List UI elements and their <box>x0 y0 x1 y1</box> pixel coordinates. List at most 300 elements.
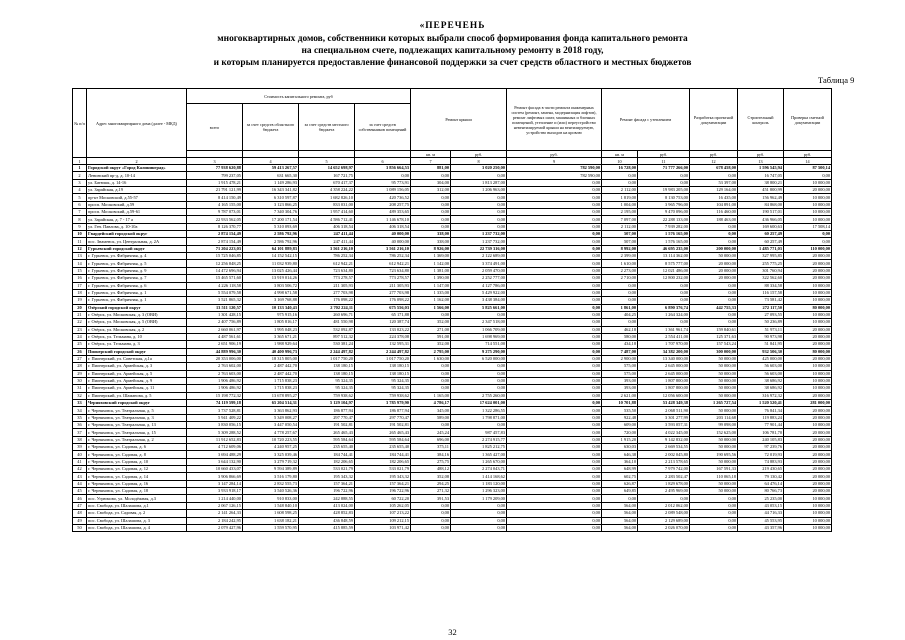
table-number: Таблица 9 <box>818 75 855 85</box>
cell-loc: 4 586 712,41 <box>299 216 355 223</box>
cell-frub: 0,00 <box>638 319 690 326</box>
cell-rsq: 696,00 <box>411 436 451 443</box>
cell-reg: 910 833,00 <box>243 495 299 502</box>
cell-addr: пос. Свобода, ул. Шалашова, д. 4 <box>87 524 187 531</box>
column-number: 4 <box>243 158 299 165</box>
cell-ec: 17 508,14 <box>784 223 832 230</box>
cell-eng: 0,00 <box>507 304 602 311</box>
cell-addr: г. Гурьевск, ул. Фабричная, д. 5 <box>87 260 187 267</box>
cell-sc: 64 476,14 <box>738 480 784 487</box>
cell-frub: 2 068 511,90 <box>638 407 690 414</box>
header-cost-total: всего <box>187 104 243 151</box>
cell-rsq: 391,53 <box>411 495 451 502</box>
cell-own: 2 244 497,82 <box>355 348 411 355</box>
cell-addr: просп. Московский, д.59-61 <box>87 209 187 216</box>
cell-pd: 167 591,33 <box>690 466 738 473</box>
cell-fsq: 364,10 <box>602 458 638 465</box>
cell-ec: 87 500,14 <box>784 165 832 172</box>
header-estimate-check: Проверка сметной документации <box>784 89 832 151</box>
cell-fsq: 8 992,00 <box>602 245 638 252</box>
cell-ec: 20 000,00 <box>784 466 832 473</box>
cell-pd: 50 000,00 <box>690 458 738 465</box>
cell-addr: г. Гурьевск, ул. Фабричная, д. 1 <box>87 289 187 296</box>
cell-eng: 0,00 <box>507 510 602 517</box>
cell-rrub: 0,00 <box>451 377 507 384</box>
cell-eng: 0,00 <box>507 407 602 414</box>
column-number: 8 <box>451 158 507 165</box>
cell-reg: 1 715 838,23 <box>243 377 299 384</box>
cell-reg: 2 487 442,70 <box>243 363 299 370</box>
cell-pd: 0,00 <box>690 238 738 245</box>
column-number: 6 <box>355 158 411 165</box>
cell-n: 8 <box>73 216 87 223</box>
table-row <box>73 165 832 172</box>
table-row <box>73 187 832 194</box>
cell-addr: Гвардейский городской округ <box>87 231 187 238</box>
cell-loc: 5 129 104,97 <box>299 400 355 407</box>
cell-sc: 43 053,15 <box>738 502 784 509</box>
cell-eng: 0,00 <box>507 282 602 289</box>
cell-sc: 25 235,00 <box>738 495 784 502</box>
cell-frub: 6 890 376,74 <box>638 304 690 311</box>
cell-ec: 20 000,00 <box>784 326 832 333</box>
cell-sc: 76 841,34 <box>738 407 784 414</box>
cell-ec: 20 000,00 <box>784 458 832 465</box>
table-row <box>73 275 832 282</box>
cell-loc: 428 852,83 <box>299 510 355 517</box>
cell-loc: 481 550,98 <box>299 319 355 326</box>
cell-reg: 4 778 257,67 <box>243 429 299 436</box>
cell-total: 2 874 154,49 <box>187 231 243 238</box>
cell-loc: 95 324,35 <box>299 385 355 392</box>
table-row <box>73 473 832 480</box>
cell-addr: Ленинский пр-д, д. 10-14 <box>87 172 187 179</box>
cell-pd: 104 891,00 <box>690 201 738 208</box>
cell-pd: 50 000,00 <box>690 253 738 260</box>
cell-n: 22 <box>73 319 87 326</box>
cell-frub: 9 470 096,00 <box>638 209 690 216</box>
cell-n: 12 <box>73 245 87 252</box>
table-row <box>73 377 832 384</box>
cell-eng: 0,00 <box>507 370 602 377</box>
table-row <box>73 429 832 436</box>
cell-addr: г. Озёрск, ул. Тельмана, д. 10 <box>87 333 187 340</box>
table-row <box>73 326 832 333</box>
table-row <box>73 480 832 487</box>
cell-addr: ул. Ген. Павлова, д. 10-10а <box>87 223 187 230</box>
cell-pd: 300 000,00 <box>690 348 738 355</box>
cell-sc: 932 506,30 <box>738 348 784 355</box>
cell-frub: 1 807 800,00 <box>638 377 690 384</box>
cell-eng: 0,00 <box>507 209 602 216</box>
header-num: № п/п <box>73 89 87 158</box>
cell-loc: 247 411,44 <box>299 231 355 238</box>
cell-rrub: 0,00 <box>451 510 507 517</box>
cell-frub: 2 129 689,00 <box>638 517 690 524</box>
table-row <box>73 370 832 377</box>
cell-addr: пр-кт Московский, д.55-57 <box>87 194 187 201</box>
cell-addr: Пионерский городской округ <box>87 348 187 355</box>
cell-addr: г. Черняховск, ул. Садовая, д. 10 <box>87 458 187 465</box>
cell-loc: 14 652 698,97 <box>299 165 355 172</box>
cell-own: 95 324,35 <box>355 385 411 392</box>
cell-own: 277 703,98 <box>355 289 411 296</box>
cell-addr: Городской округ «Город Калининград» <box>87 165 187 172</box>
cell-total: 14 472 696,94 <box>187 267 243 274</box>
cell-rrub: 1 237 732,00 <box>451 238 507 245</box>
cell-fsq: 575,00 <box>602 363 638 370</box>
cell-rsq: 352,00 <box>411 341 451 348</box>
cell-sc: 51 973,11 <box>738 326 784 333</box>
cell-ec: 20 000,00 <box>784 451 832 458</box>
cell-addr: Гурьевский городской округ <box>87 245 187 252</box>
header-roof: Ремонт крыши <box>411 89 507 151</box>
cell-ec: 10 000,00 <box>784 502 832 509</box>
cell-pd: 50 000,00 <box>690 377 738 384</box>
cell-own: 1 017 750,20 <box>355 355 411 362</box>
cell-addr: г. Черняховск, ул. Театральная, д. 3 <box>87 414 187 421</box>
cell-frub: 0,00 <box>638 297 690 304</box>
cell-eng: 0,00 <box>507 444 602 451</box>
cell-loc: 182 206,65 <box>299 458 355 465</box>
cell-sc: 73 581,42 <box>738 297 784 304</box>
cell-loc: 2 702 224,11 <box>299 304 355 311</box>
cell-rsq: 338,00 <box>411 231 451 238</box>
cell-rsq: 345,00 <box>411 407 451 414</box>
cell-eng: 0,00 <box>507 231 602 238</box>
cell-ec: 20 000,00 <box>784 260 832 267</box>
cell-total: 5 941 409,22 <box>187 414 243 421</box>
cell-pd: 116 460,00 <box>690 209 738 216</box>
cell-total: 20 353 006,00 <box>187 355 243 362</box>
cell-addr: г. Черняховск, ул. Садовая, д. 16 <box>87 480 187 487</box>
cell-total: 2 763 602,00 <box>187 363 243 370</box>
cell-fsq: 2 399,00 <box>602 253 638 260</box>
cell-own: 40 000,00 <box>355 238 411 245</box>
cell-pd: 203 114,68 <box>690 414 738 421</box>
cell-ec: 20 000,00 <box>784 436 832 443</box>
cell-pd: 125 371,63 <box>690 333 738 340</box>
cell-own: 191 502,81 <box>355 422 411 429</box>
cell-rrub: 2 122 689,00 <box>451 253 507 260</box>
cell-fsq: 1 610,00 <box>602 260 638 267</box>
cell-loc: 191 502,81 <box>299 422 355 429</box>
cell-total: 1 906 486,92 <box>187 377 243 384</box>
cell-n: 31 <box>73 385 87 392</box>
cell-ec: 10 000,00 <box>784 216 832 223</box>
cell-fsq: 10 701,88 <box>602 400 638 407</box>
cell-loc: 2 244 497,82 <box>299 348 355 355</box>
cell-rsq: 294,25 <box>411 480 451 487</box>
cell-rsq: 1 566,00 <box>411 304 451 311</box>
cell-rsq: 0,00 <box>411 510 451 517</box>
cell-frub: 0,00 <box>638 282 690 289</box>
cell-sc: 80 766,73 <box>738 488 784 495</box>
cell-eng: 0,00 <box>507 289 602 296</box>
cell-total: 5 554 079,58 <box>187 289 243 296</box>
cell-total: 15 198 772,32 <box>187 392 243 399</box>
cell-pd: 200 000,00 <box>690 245 738 252</box>
cell-rsq: 271,00 <box>411 326 451 333</box>
cell-rrub: 1 265 670,00 <box>451 458 507 465</box>
table-row <box>73 223 832 230</box>
cell-ec: 10 000,00 <box>784 363 832 370</box>
cell-rsq: 0,00 <box>411 502 451 509</box>
cell-rsq: 1 335,00 <box>411 289 451 296</box>
cell-pd: 50 000,00 <box>690 488 738 495</box>
table-row <box>73 466 832 473</box>
cell-loc: 260 696,71 <box>299 311 355 318</box>
cell-ec: 10 000,00 <box>784 311 832 318</box>
cell-frub: 13 340 000,00 <box>638 355 690 362</box>
cell-frub: 0,00 <box>638 172 690 179</box>
cell-reg: 18 315 805,00 <box>243 355 299 362</box>
unit-cell <box>187 151 243 158</box>
cell-sc: 322 562,60 <box>738 275 784 282</box>
cell-eng: 0,00 <box>507 245 602 252</box>
table-row <box>73 414 832 421</box>
cell-sc: 451 800,99 <box>738 187 784 194</box>
cell-loc: 211 305,93 <box>299 282 355 289</box>
cell-total: 2 660 061,97 <box>187 326 243 333</box>
cell-frub: 9 142 832,00 <box>638 436 690 443</box>
cell-reg: 2 586 792,96 <box>243 231 299 238</box>
table-row <box>73 333 832 340</box>
cell-total: 11 912 652,83 <box>187 436 243 443</box>
cell-rrub: 17 624 001,00 <box>451 400 507 407</box>
cell-n: 34 <box>73 407 87 414</box>
cell-rrub: 6 520 000,00 <box>451 355 507 362</box>
cell-ec: 10 000,00 <box>784 370 832 377</box>
cell-addr: г. Пионерский, ул. Армейская, д. 9 <box>87 377 187 384</box>
cell-ec: 10 000,00 <box>784 282 832 289</box>
cell-frub: 2 026 070,00 <box>638 524 690 531</box>
cell-reg: 3 365 671,21 <box>243 333 299 340</box>
cell-ec: 10 000,00 <box>784 194 832 201</box>
cell-sc: 27 093,55 <box>738 311 784 318</box>
column-number: 9 <box>507 158 602 165</box>
cell-ec: 20 000,00 <box>784 267 832 274</box>
cell-rsq: 1 390,00 <box>411 275 451 282</box>
cell-reg: 9 594 389,89 <box>243 466 299 473</box>
cell-loc: 138 180,15 <box>299 363 355 370</box>
cell-pd: 20 000,00 <box>690 260 738 267</box>
cell-pd: 50 000,00 <box>690 363 738 370</box>
cell-rsq: 1 165,00 <box>411 392 451 399</box>
cell-addr: г. Пионерский, ул. Армейская, д. 5 <box>87 370 187 377</box>
cell-total: 799 237,05 <box>187 172 243 179</box>
cell-rrub: 4 127 786,00 <box>451 282 507 289</box>
cell-loc: 406 318,54 <box>299 223 355 230</box>
cell-addr: г. Черняховск, ул. Садовая, д. 8 <box>87 451 187 458</box>
header-cost-regional: за счет средств областного бюджета <box>243 104 299 151</box>
cell-frub: 12 800 232,00 <box>638 275 690 282</box>
cell-total: 13 511 120,57 <box>187 304 243 311</box>
cell-n: 4 <box>73 187 87 194</box>
table-row <box>73 341 832 348</box>
cell-rsq: 881,00 <box>411 165 451 172</box>
cell-n: 3 <box>73 179 87 186</box>
cell-loc: 723 634,80 <box>299 267 355 274</box>
cell-ec: 10 000,00 <box>784 297 832 304</box>
cell-reg: 1 608 598,25 <box>243 510 299 517</box>
cell-fsq: 646,38 <box>602 451 638 458</box>
cell-own: 95 324,35 <box>355 377 411 384</box>
cell-rrub: 1 296 323,00 <box>451 488 507 495</box>
cell-rsq: 352,08 <box>411 473 451 480</box>
cell-reg: 3 447 050,54 <box>243 422 299 429</box>
cell-total: 2 067 126,15 <box>187 502 243 509</box>
cell-addr: г. Пионерский, ул. Армейская, д. 3 <box>87 363 187 370</box>
cell-reg: 17 200 171,54 <box>243 216 299 223</box>
cell-ec: 20 000,00 <box>784 253 832 260</box>
cell-rrub: 0,00 <box>451 209 507 216</box>
cell-rsq: 488,12 <box>411 466 451 473</box>
cell-ec: 80 000,00 <box>784 348 832 355</box>
cell-sc: 84 868,00 <box>738 201 784 208</box>
cell-eng: 0,00 <box>507 400 602 407</box>
cell-addr: ул. Зарайская, д.19 <box>87 187 187 194</box>
cell-pd: 50 000,00 <box>690 370 738 377</box>
cell-ec: 10 000,00 <box>784 319 832 326</box>
cell-rsq: 0,00 <box>411 524 451 531</box>
cell-eng: 0,00 <box>507 392 602 399</box>
cell-sc: 119 883,24 <box>738 414 784 421</box>
cell-fsq: 922,48 <box>602 414 638 421</box>
cell-frub: 53 428 349,38 <box>638 400 690 407</box>
cell-n: 14 <box>73 260 87 267</box>
table-row <box>73 495 832 502</box>
cell-sc: 43 357,96 <box>738 524 784 531</box>
cell-rsq: 1 147,00 <box>411 282 451 289</box>
table-row <box>73 444 832 451</box>
cell-n: 6 <box>73 201 87 208</box>
cell-sc: 169 600,63 <box>738 223 784 230</box>
cell-pd: 129 164,00 <box>690 187 738 194</box>
cell-eng: 0,00 <box>507 502 602 509</box>
cell-ec: 0,00 <box>784 238 832 245</box>
cell-sc: 45 553,95 <box>738 517 784 524</box>
cell-total: 1 214 440,00 <box>187 495 243 502</box>
cell-addr: г. Пионерский, ул. Советская, д.1а <box>87 355 187 362</box>
cell-pd: 0,00 <box>690 524 738 531</box>
cell-frub: 22 288 133,00 <box>638 216 690 223</box>
cell-rrub: 22 739 316,00 <box>451 245 507 252</box>
cell-reg: 3 516 179,80 <box>243 473 299 480</box>
cell-reg: 65 204 514,31 <box>243 400 299 407</box>
cell-rrub: 1 206 963,00 <box>451 187 507 194</box>
cell-n: 32 <box>73 392 87 399</box>
cell-reg: 1 988 929,64 <box>243 341 299 348</box>
document-title-line-3: на специальном счете, подлежащих капитальному ремонту в 2018 году, <box>301 46 604 56</box>
cell-frub: 12 056 600,00 <box>638 392 690 399</box>
cell-total: 3 694 488,29 <box>187 451 243 458</box>
table-row <box>73 510 832 517</box>
cell-sc: 38 686,92 <box>738 385 784 392</box>
cell-frub: 3 593 057,31 <box>638 422 690 429</box>
cell-rrub: 5 429 922,00 <box>451 289 507 296</box>
cell-fsq: 1 861,00 <box>602 304 638 311</box>
unit-facade-rub: руб. <box>638 151 690 158</box>
cell-own: 186 877,94 <box>355 407 411 414</box>
cell-rsq: 0,00 <box>411 363 451 370</box>
cell-rrub: 0,00 <box>451 385 507 392</box>
column-number: 1 <box>73 158 87 165</box>
cell-frub: 2 645 000,00 <box>638 370 690 377</box>
cell-total: 3 644 132,90 <box>187 458 243 465</box>
cell-fsq: 2 195,00 <box>602 209 638 216</box>
cell-fsq: 564,00 <box>602 510 638 517</box>
table-row <box>73 194 832 201</box>
cell-eng: 0,00 <box>507 451 602 458</box>
cell-eng: 0,00 <box>507 194 602 201</box>
cell-eng: 0,00 <box>507 473 602 480</box>
cell-loc: 247 411,44 <box>299 238 355 245</box>
cell-frub: 71 777 266,00 <box>638 165 690 172</box>
table-row <box>73 231 832 238</box>
cell-fsq: 462,18 <box>602 326 638 333</box>
cell-pd: 110 065,18 <box>690 473 738 480</box>
cell-reg: 7 340 304,76 <box>243 209 299 216</box>
cell-pd: 50 000,00 <box>690 407 738 414</box>
cell-pd: 0,00 <box>690 495 738 502</box>
cell-addr: г. Озёрск, ул. Московская, д. 2 <box>87 326 187 333</box>
cell-own: 208 257,75 <box>355 201 411 208</box>
cell-eng: 0,00 <box>507 429 602 436</box>
cell-fsq: 564,00 <box>602 524 638 531</box>
cell-n: 19 <box>73 297 87 304</box>
cell-eng: 0,00 <box>507 311 602 318</box>
cell-eng: 0,00 <box>507 488 602 495</box>
cell-own: 40 000,00 <box>355 231 411 238</box>
cell-sc: 16 747,05 <box>738 172 784 179</box>
cell-fsq: 393,00 <box>602 385 638 392</box>
cell-rrub: 1 414 168,62 <box>451 473 507 480</box>
cell-rrub: 1 066 709,00 <box>451 326 507 333</box>
cell-total: 22 933 562,05 <box>187 216 243 223</box>
cell-rrub: 5 825 661,00 <box>451 304 507 311</box>
cell-total: 4 487 561,61 <box>187 333 243 340</box>
cell-n: 25 <box>73 341 87 348</box>
column-number: 5 <box>299 158 355 165</box>
cell-pd: 188 463,00 <box>690 216 738 223</box>
cell-pd: 50 000,00 <box>690 436 738 443</box>
cell-fsq: 2 112,00 <box>602 223 638 230</box>
cell-reg: 3 169 768,88 <box>243 297 299 304</box>
cell-rrub: 3 020 250,00 <box>451 165 507 172</box>
cell-frub: 1 707 970,00 <box>638 341 690 348</box>
cell-eng: 0,00 <box>507 216 602 223</box>
cell-own: 107 213,22 <box>355 510 411 517</box>
cell-sc: 50 236,89 <box>738 319 784 326</box>
cell-n: 40 <box>73 451 87 458</box>
unit-engineering-rub: руб. <box>507 151 602 158</box>
cell-own: 3 856 664,53 <box>355 165 411 172</box>
cell-total: 5 309 288,52 <box>187 429 243 436</box>
table-row <box>73 392 832 399</box>
table-row <box>73 422 832 429</box>
cell-own: 184 744,41 <box>355 451 411 458</box>
cell-eng: 0,00 <box>507 333 602 340</box>
buildings-table <box>72 88 832 532</box>
cell-reg: 631 665,30 <box>243 172 299 179</box>
table-row <box>73 209 832 216</box>
cell-eng: 0,00 <box>507 253 602 260</box>
cell-fsq: 564,00 <box>602 502 638 509</box>
cell-loc: 167 721,75 <box>299 172 355 179</box>
cell-fsq: 7 487,00 <box>602 348 638 355</box>
cell-eng: 0,00 <box>507 275 602 282</box>
